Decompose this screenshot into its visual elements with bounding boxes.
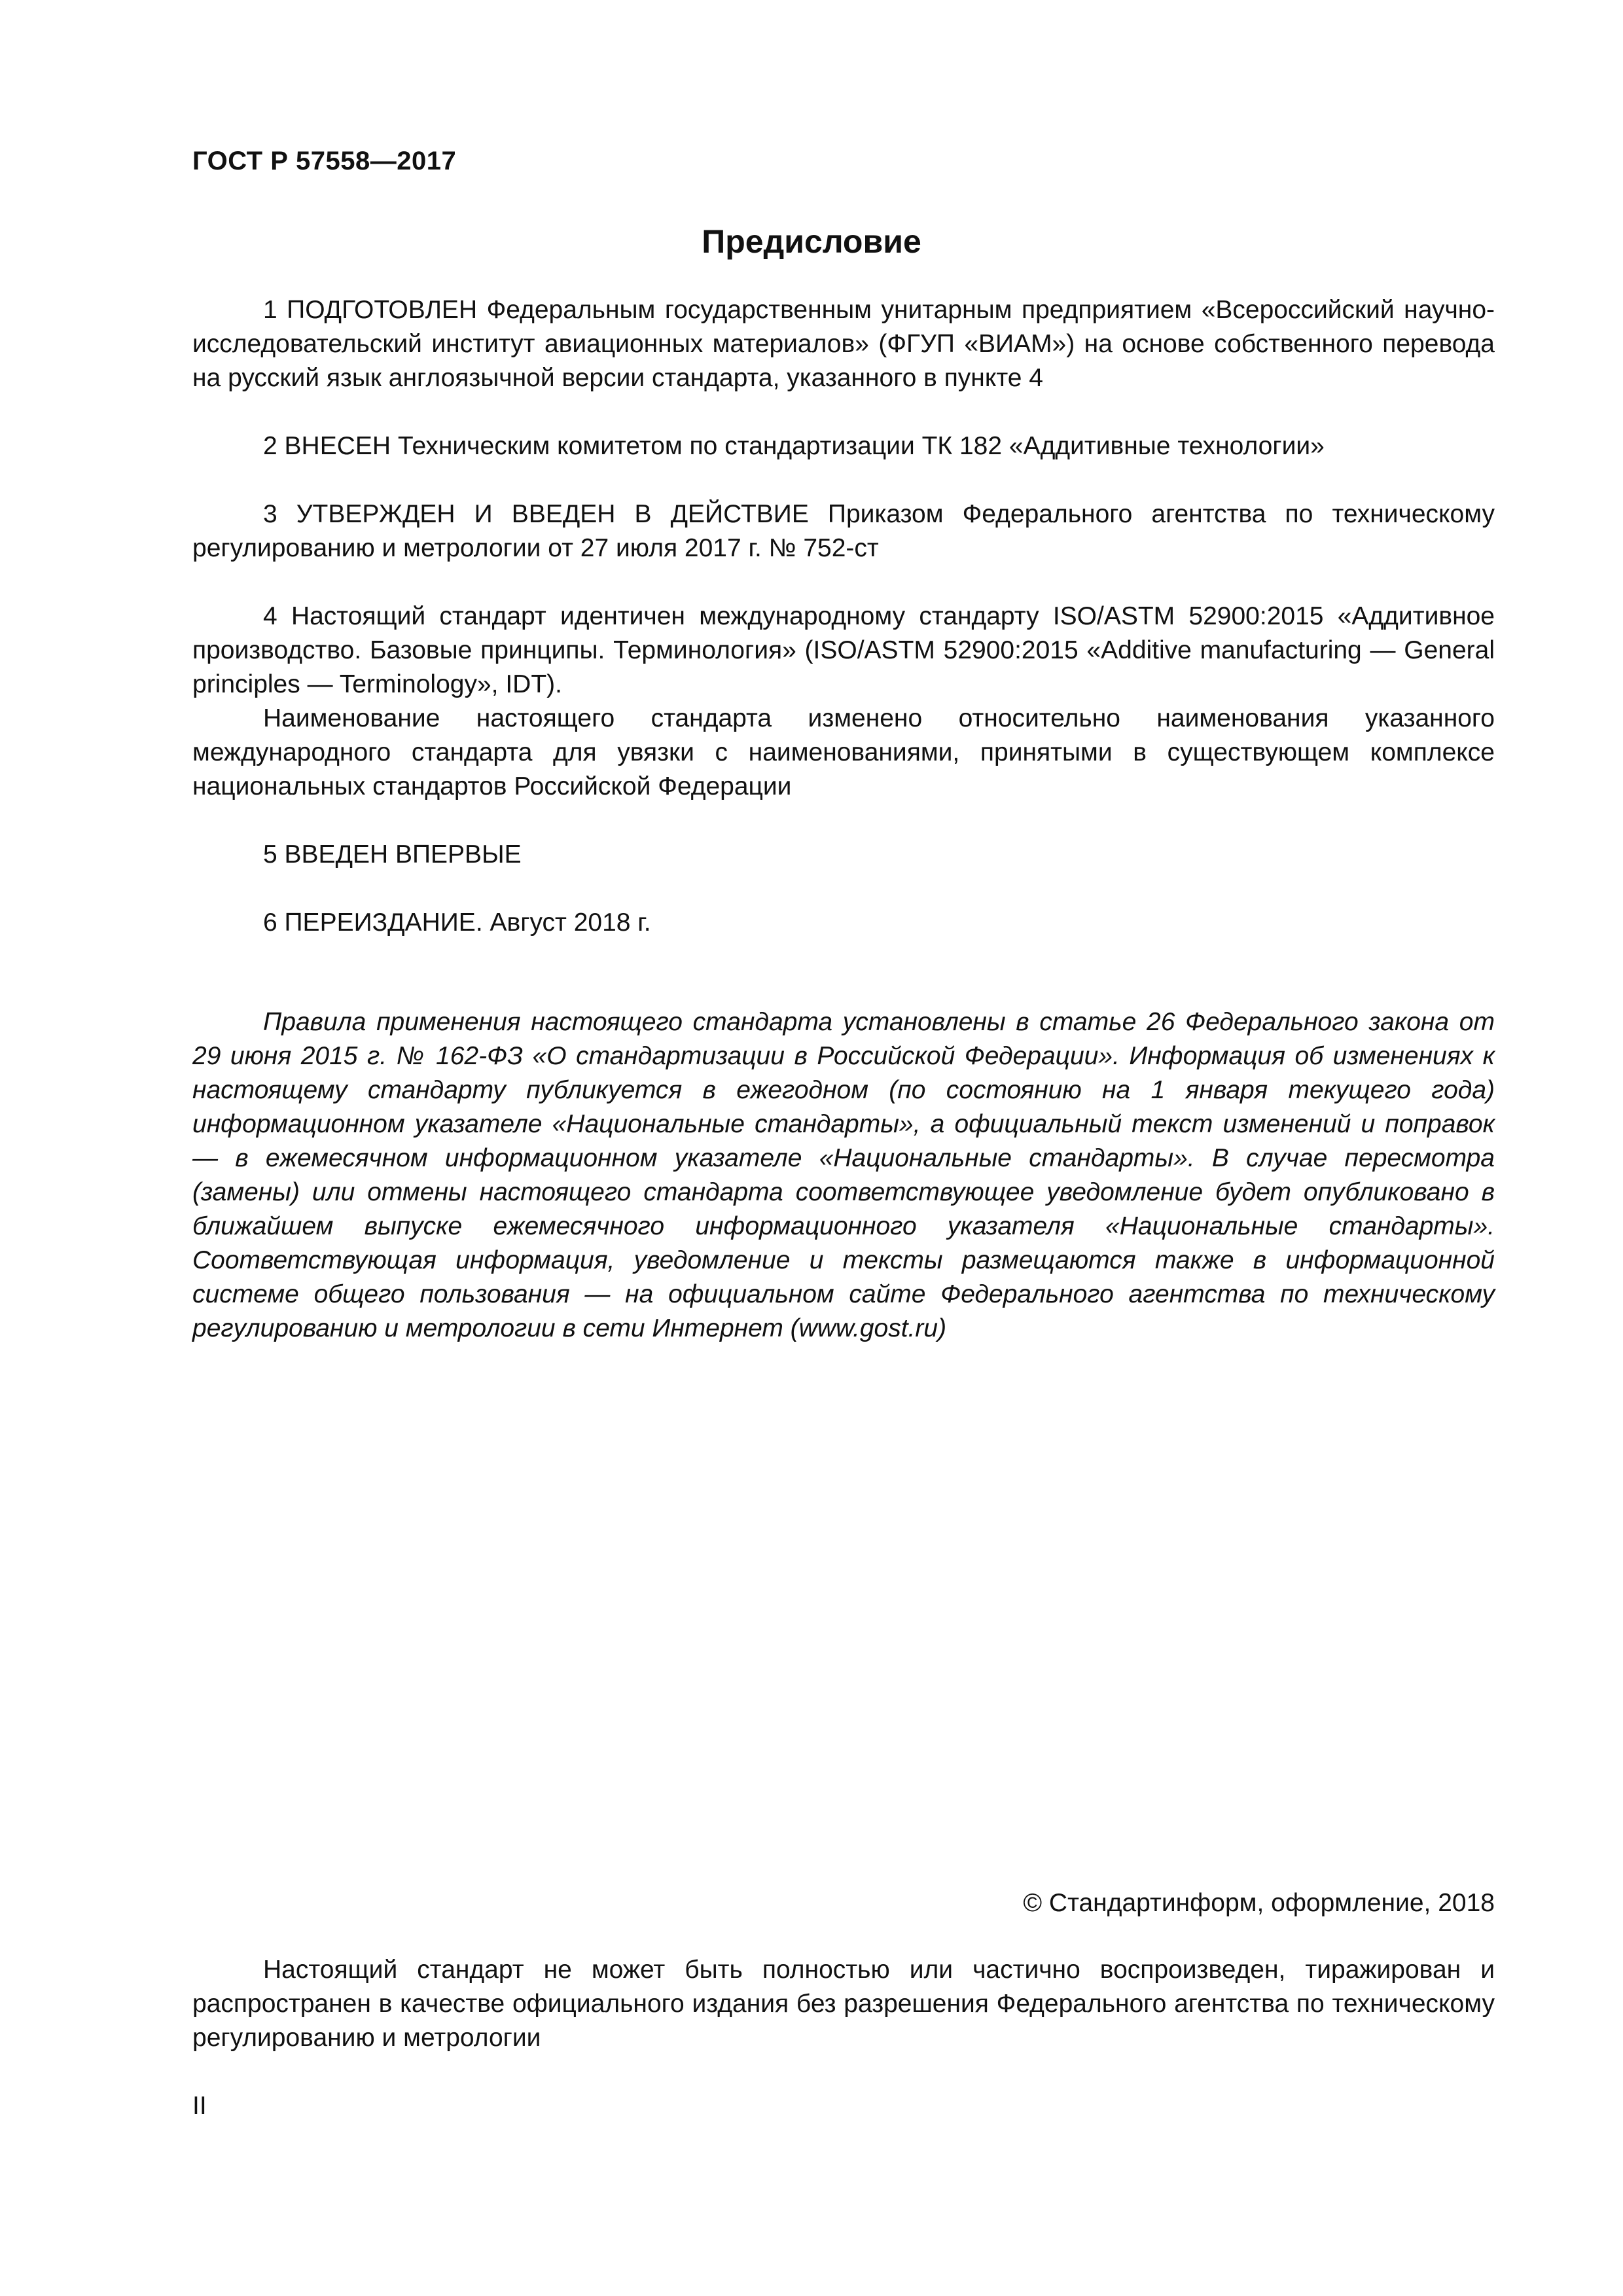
legal-notice: Настоящий стандарт не может быть полностью или частично воспроизведен, тиражирован и распространен в качестве официального издания без разрешения Федерального агентства по техническому регулированию и метрологии — [192, 1956, 1495, 2052]
foreword-item-1: 1 ПОДГОТОВЛЕН Федеральным государственным унитарным предприятием «Всероссийский научно-исследовательский институт авиационных материалов» (ФГУП «ВИАМ») на основе собственного перевода на русский язык англоязычной версии стандарта, указанного в пункте 4 — [192, 296, 1495, 392]
foreword-item-5: 5 ВВЕДЕН ВПЕРВЫЕ — [263, 840, 522, 869]
foreword-item-6: 6 ПЕРЕИЗДАНИЕ. Август 2018 г. — [263, 908, 651, 937]
foreword-item-4: 4 Настоящий стандарт идентичен международному стандарту ISO/ASTM 52900:2015 «Аддитивное производство. Базовые принципы. Терминология» (ISO/ASTM 52900:2015 «Additive manufacturing — General principles — Terminology», IDT). — [192, 602, 1495, 698]
foreword-item-3: 3 УТВЕРЖДЕН И ВВЕДЕН В ДЕЙСТВИЕ Приказом Федерального агентства по техническому регулированию и метрологии от 27 июля 2017 г. № 752-ст — [192, 500, 1495, 562]
application-notice: Правила применения настоящего стандарта установлены в статье 26 Федерального закона от 29 июня 2015 г. № 162-ФЗ «О стандартизации в Российской Федерации». Информация об изменениях к настоящему стандарту публикуется в ежегодном (по состоянию на 1 января текущего года) информационном указателе «Национальные стандарты», а официальный текст изменений и поправок — в ежемесячном информационном указателе «Национальные стандарты». В случае пересмотра (замены) или отмены настоящего стандарта соответствующее уведомление будет опубликовано в ближайшем выпуске ежемесячного информационного указателя «Национальные стандарты». Соответствующая информация, уведомление и тексты размещаются также в информационной системе общего пользования — на официальном сайте Федерального агентства по техническому регулированию и метрологии в сети Интернет (www.gost.ru) — [192, 1008, 1495, 1342]
foreword-item-2: 2 ВНЕСЕН Техническим комитетом по стандартизации ТК 182 «Аддитивные технологии» — [263, 432, 1325, 460]
foreword-items — [192, 293, 1495, 940]
page-title: Предисловие — [702, 223, 921, 260]
document-code: ГОСТ Р 57558—2017 — [192, 147, 457, 175]
page-number: II — [192, 2092, 207, 2120]
copyright-line: © Стандартинформ, оформление, 2018 — [1023, 1889, 1495, 1917]
foreword-item-4-continuation: Наименование настоящего стандарта изменено относительно наименования указанного международного стандарта для увязки с наименованиями, принятыми в существующем комплексе национальных стандартов Российской Федерации — [192, 704, 1495, 800]
